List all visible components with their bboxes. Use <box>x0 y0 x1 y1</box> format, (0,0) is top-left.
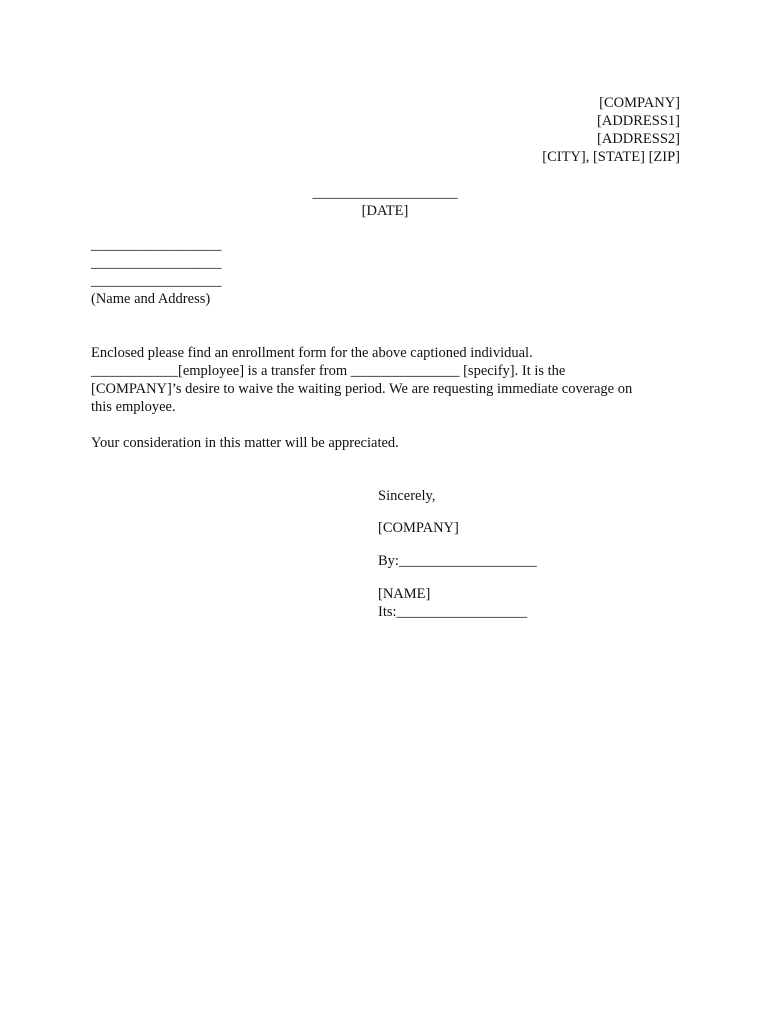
closing-by-line: By:___________________ <box>378 553 537 569</box>
recipient-label: (Name and Address) <box>91 291 211 307</box>
closing-salutation: Sincerely, <box>378 488 436 504</box>
date-label: [DATE] <box>361 203 409 219</box>
sender-address2: [ADDRESS2] <box>597 131 680 147</box>
date-block <box>0 184 770 220</box>
sender-city-state-zip: [CITY], [STATE] [ZIP] <box>542 149 680 165</box>
body-paragraph-2: Your consideration in this matter will be appreciated. <box>91 435 399 451</box>
recipient-blank-line-1: __________________ <box>91 237 222 253</box>
recipient-blank-line-2: __________________ <box>91 255 222 271</box>
sender-address-block <box>542 94 680 166</box>
closing-name: [NAME] <box>378 586 431 602</box>
closing-its-line: Its:__________________ <box>378 604 528 620</box>
letter-body <box>91 344 691 470</box>
recipient-block <box>91 236 222 308</box>
closing-block <box>378 487 537 621</box>
body-paragraph-1: Enclosed please find an enrollment form for the above captioned individual. ____________[employee] is a transfer from _______________ [specify]. It is the [COMPANY]’s desire to waive the waiting period. We are requesting immediate coverage on this employee. <box>91 345 633 415</box>
sender-address1: [ADDRESS1] <box>597 113 680 129</box>
sender-company: [COMPANY] <box>599 95 680 111</box>
closing-company: [COMPANY] <box>378 520 459 536</box>
date-blank-line: ____________________ <box>312 185 458 201</box>
recipient-blank-line-3: __________________ <box>91 273 222 289</box>
